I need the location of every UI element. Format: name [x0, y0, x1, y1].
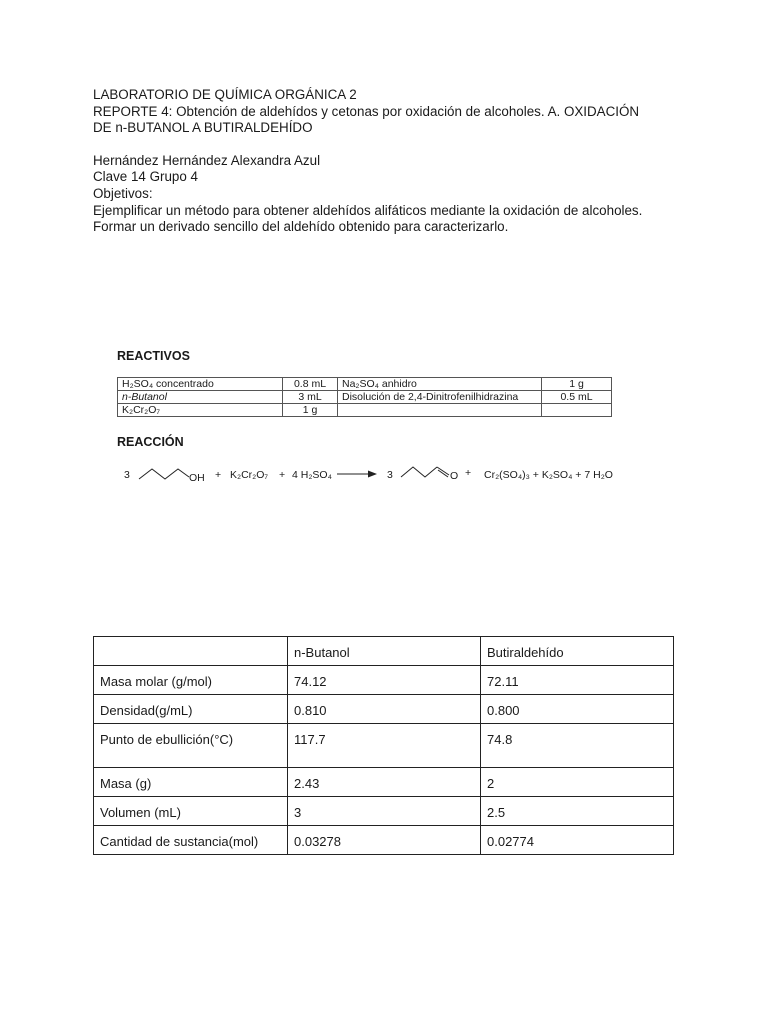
table-cell: 2	[481, 768, 674, 797]
table-cell: 0.02774	[481, 826, 674, 855]
carbonyl-oxygen-label: O	[450, 470, 459, 482]
table-row	[94, 768, 674, 797]
table-cell: H₂SO₄ concentrado	[118, 378, 283, 391]
reaction-equation	[117, 457, 637, 493]
table-cell: Disolución de 2,4-Dinitrofenilhidrazina	[338, 391, 542, 404]
coefficient-aldehyde: 3	[387, 469, 393, 481]
table-header-cell	[94, 637, 288, 666]
products-formula: Cr₂(SO₄)₃ + K₂SO₄ + 7 H₂O	[484, 469, 613, 481]
objetivo-1: Ejemplificar un método para obtener aldehídos alifáticos mediante la oxidación de alcoholes.	[93, 202, 643, 218]
table-row	[118, 391, 612, 404]
table-row	[94, 666, 674, 695]
sulfuric-acid-formula: 4 H₂SO₄	[292, 469, 332, 481]
plus-sign: +	[279, 469, 286, 481]
table-header-cell: Butiraldehído	[481, 637, 674, 666]
table-cell: 1 g	[283, 404, 338, 417]
clave-grupo: Clave 14 Grupo 4	[93, 169, 198, 185]
table-row	[94, 797, 674, 826]
table-cell	[542, 404, 612, 417]
table-cell: Punto de ebullición(°C)	[94, 724, 288, 768]
table-cell: 2.43	[288, 768, 481, 797]
table-cell: 0.8 mL	[283, 378, 338, 391]
table-cell: Volumen (mL)	[94, 797, 288, 826]
table-cell: 72.11	[481, 666, 674, 695]
properties-table	[93, 636, 674, 855]
reaccion-title: REACCIÓN	[117, 435, 184, 449]
table-cell: 3 mL	[283, 391, 338, 404]
hydroxyl-label: OH	[189, 472, 205, 484]
reaction-arrow-icon	[337, 469, 377, 479]
table-cell: 2.5	[481, 797, 674, 826]
table-cell	[338, 404, 542, 417]
objetivo-2: Formar un derivado sencillo del aldehído obtenido para caracterizarlo.	[93, 219, 509, 235]
objetivos-label: Objetivos:	[93, 185, 153, 201]
table-cell: Masa (g)	[94, 768, 288, 797]
table-cell: Densidad(g/mL)	[94, 695, 288, 724]
table-row	[94, 695, 674, 724]
table-header-row	[94, 637, 674, 666]
table-cell: Cantidad de sustancia(mol)	[94, 826, 288, 855]
table-cell: 0.810	[288, 695, 481, 724]
reactivos-table	[117, 377, 612, 417]
report-title-line1: REPORTE 4: Obtención de aldehídos y cetonas por oxidación de alcoholes. A. OXIDACIÓN	[93, 103, 640, 119]
table-cell: K₂Cr₂O₇	[118, 404, 283, 417]
author-name: Hernández Hernández Alexandra Azul	[93, 152, 321, 168]
table-cell: 1 g	[542, 378, 612, 391]
table-header-cell: n-Butanol	[288, 637, 481, 666]
table-cell: 74.12	[288, 666, 481, 695]
table-cell: 0.800	[481, 695, 674, 724]
table-cell: 0.5 mL	[542, 391, 612, 404]
table-row	[94, 826, 674, 855]
dichromate-formula: K₂Cr₂O₇	[230, 469, 269, 481]
coefficient-butanol: 3	[124, 469, 130, 481]
table-row	[118, 378, 612, 391]
table-cell: 0.03278	[288, 826, 481, 855]
reactivos-title: REACTIVOS	[117, 349, 190, 363]
document-header	[93, 87, 693, 236]
table-cell: 117.7	[288, 724, 481, 768]
plus-sign: +	[215, 469, 222, 481]
table-cell: Na₂SO₄ anhidro	[338, 378, 542, 391]
table-row	[94, 724, 674, 768]
table-cell: 74.8	[481, 724, 674, 768]
table-row	[118, 404, 612, 417]
plus-sign: +	[465, 467, 472, 479]
report-title-line2: DE n-BUTANOL A BUTIRALDEHÍDO	[93, 120, 313, 136]
table-cell: 3	[288, 797, 481, 826]
table-cell: n-Butanol	[118, 391, 283, 404]
lab-title: LABORATORIO DE QUÍMICA ORGÁNICA 2	[93, 87, 357, 102]
table-cell: Masa molar (g/mol)	[94, 666, 288, 695]
